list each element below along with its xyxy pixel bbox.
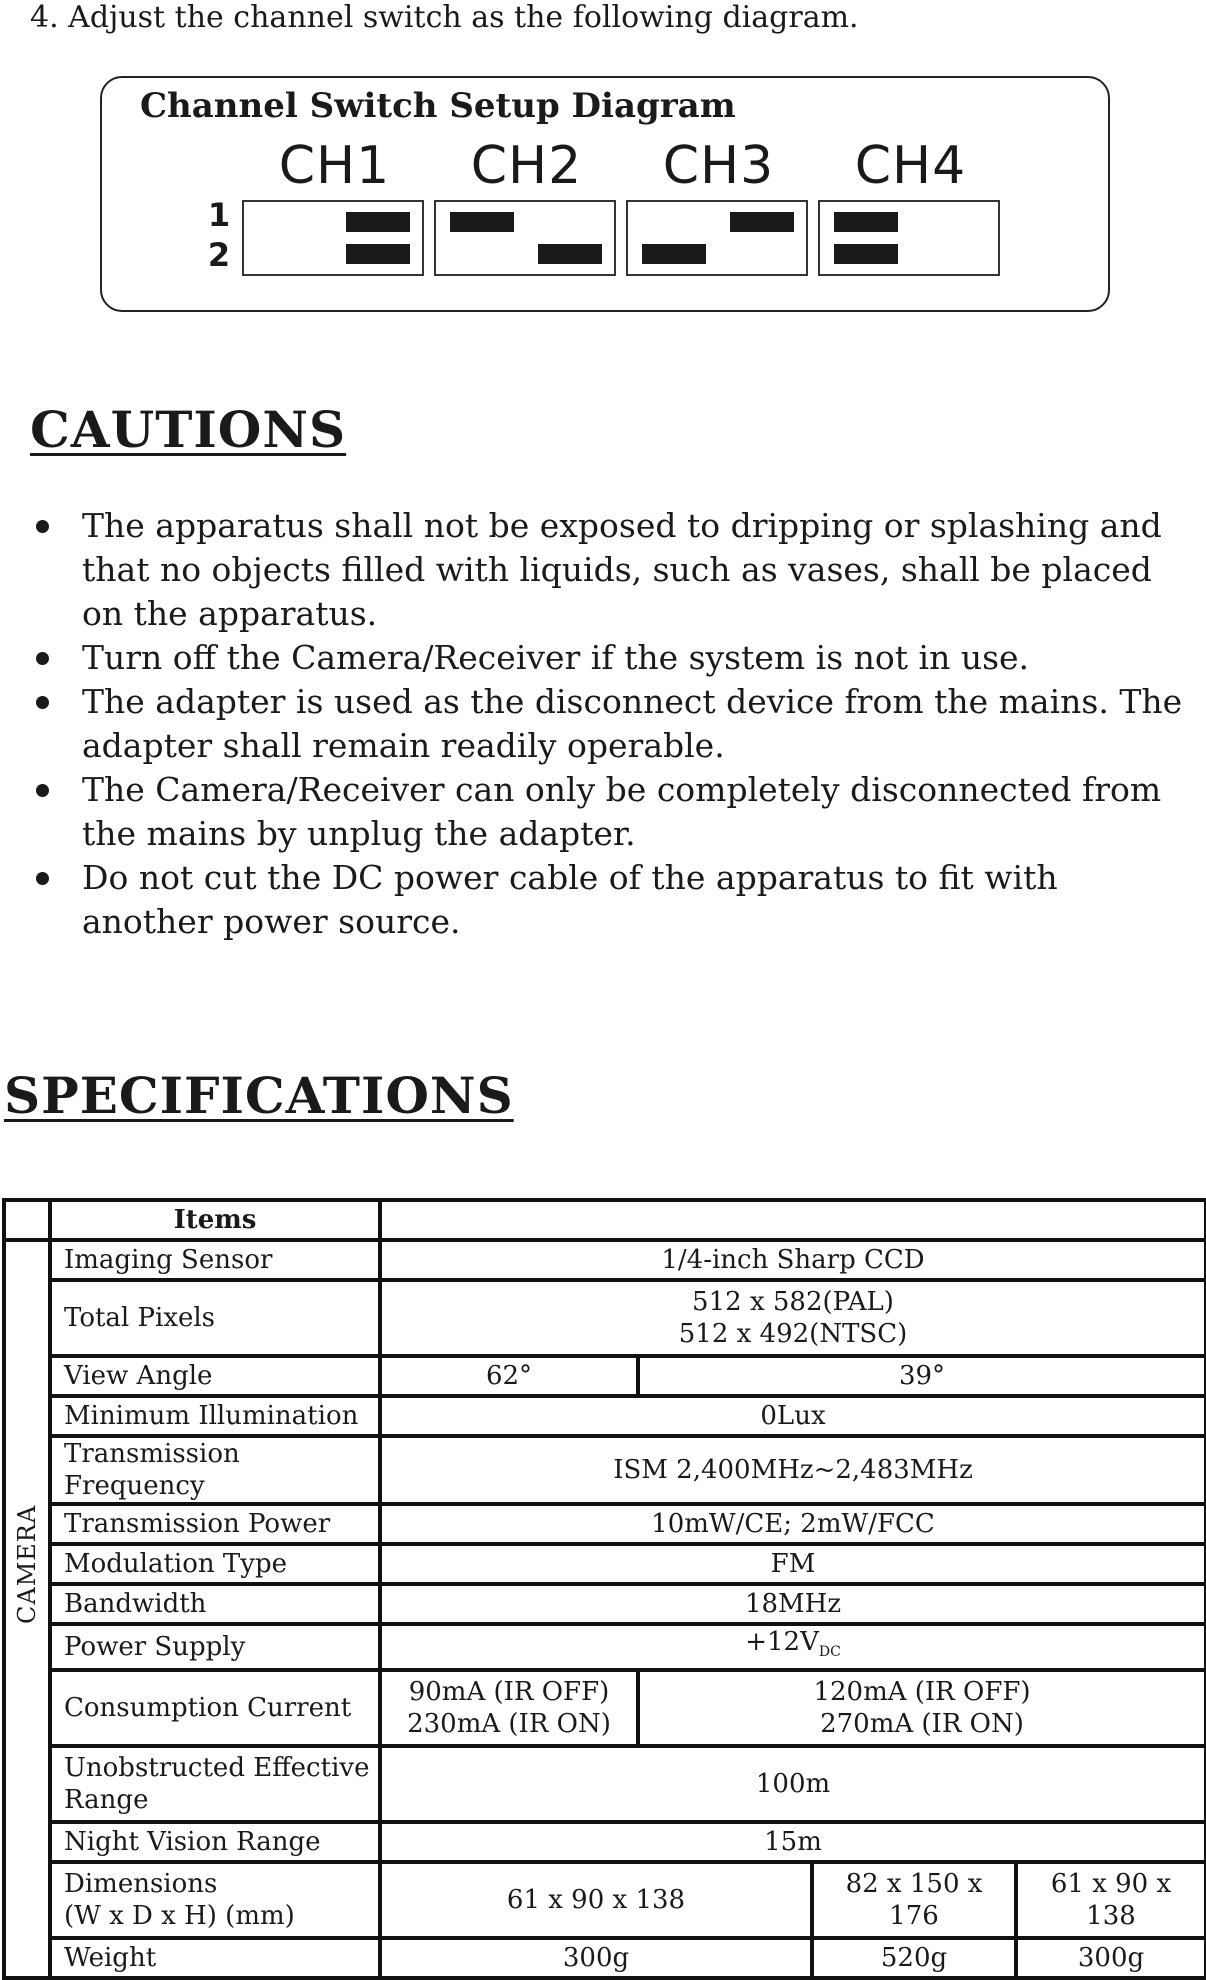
table-row: CAMERA Imaging Sensor 1/4-inch Sharp CCD — [4, 1240, 1206, 1280]
step-instruction: 4. Adjust the channel switch as the following diagram. — [30, 0, 859, 35]
bullet-icon — [36, 652, 49, 665]
channel-switch-ch1 — [242, 200, 424, 276]
dip-switch-2 — [834, 244, 898, 264]
bullet-icon — [36, 520, 49, 533]
table-row: Transmission Power 10mW/CE; 2mW/FCC — [4, 1504, 1206, 1544]
channel-switch-ch4 — [818, 200, 1000, 276]
dip-switch-2 — [538, 244, 602, 264]
channel-label-ch1: CH1 — [278, 136, 391, 196]
bullet-icon — [36, 872, 49, 885]
cautions-heading: CAUTIONS — [30, 400, 347, 459]
list-item: The adapter is used as the disconnect device from the mains. The adapter shall remain readily operable. — [30, 680, 1190, 768]
table-row: Unobstructed Effective Range 100m — [4, 1746, 1206, 1822]
channel-label-ch3: CH3 — [662, 136, 775, 196]
dip-switch-2 — [346, 244, 410, 264]
table-row: Modulation Type FM — [4, 1544, 1206, 1584]
bullet-icon — [36, 784, 49, 797]
channel-switch-ch2 — [434, 200, 616, 276]
items-header: Items — [50, 1200, 380, 1240]
table-row: Minimum Illumination 0Lux — [4, 1396, 1206, 1436]
switch-row-1-label: 1 — [207, 196, 231, 234]
channel-switch-diagram — [100, 76, 1110, 312]
camera-group-cell — [4, 1240, 50, 1978]
channel-label-ch2: CH2 — [470, 136, 583, 196]
table-row — [4, 1200, 1206, 1240]
table-row: View Angle 62° 39° — [4, 1356, 1206, 1396]
table-row: Transmission Frequency ISM 2,400MHz~2,483MHz — [4, 1436, 1206, 1504]
dip-switch-1 — [834, 212, 898, 232]
diagram-title: Channel Switch Setup Diagram — [140, 86, 736, 126]
list-item: Turn off the Camera/Receiver if the system is not in use. — [30, 636, 1190, 680]
dip-switch-1 — [730, 212, 794, 232]
bullet-icon — [36, 696, 49, 709]
list-item: The Camera/Receiver can only be completely disconnected from the mains by unplug the adapter. — [30, 768, 1190, 856]
table-row: Night Vision Range 15m — [4, 1822, 1206, 1862]
list-item: The apparatus shall not be exposed to dripping or splashing and that no objects filled with liquids, such as vases, shall be placed on the apparatus. — [30, 504, 1190, 636]
channel-switch-ch3 — [626, 200, 808, 276]
table-row: Weight 300g 520g 300g — [4, 1938, 1206, 1978]
specifications-heading: SPECIFICATIONS — [4, 1066, 514, 1125]
table-row: Dimensions (W x D x H) (mm) 61 x 90 x 138 82 x 150 x 176 61 x 90 x 138 — [4, 1862, 1206, 1938]
switch-row-2-label: 2 — [207, 236, 231, 274]
dip-switch-1 — [346, 212, 410, 232]
camera-group-label: CAMERA — [13, 1504, 41, 1625]
specifications-table — [2, 1198, 1206, 1980]
table-row: Power Supply $+12V_{DC}$ — [4, 1624, 1206, 1670]
table-row: Consumption Current 90mA (IR OFF) 230mA (IR ON) 120mA (IR OFF) 270mA (IR ON) — [4, 1670, 1206, 1746]
table-row: Bandwidth 18MHz — [4, 1584, 1206, 1624]
cautions-list — [30, 504, 1190, 944]
list-item: Do not cut the DC power cable of the apparatus to fit with another power source. — [30, 856, 1190, 944]
channel-label-ch4: CH4 — [854, 136, 967, 196]
table-row: Total Pixels 512 x 582(PAL) 512 x 492(NTSC) — [4, 1280, 1206, 1356]
dip-switch-2 — [642, 244, 706, 264]
dip-switch-1 — [450, 212, 514, 232]
